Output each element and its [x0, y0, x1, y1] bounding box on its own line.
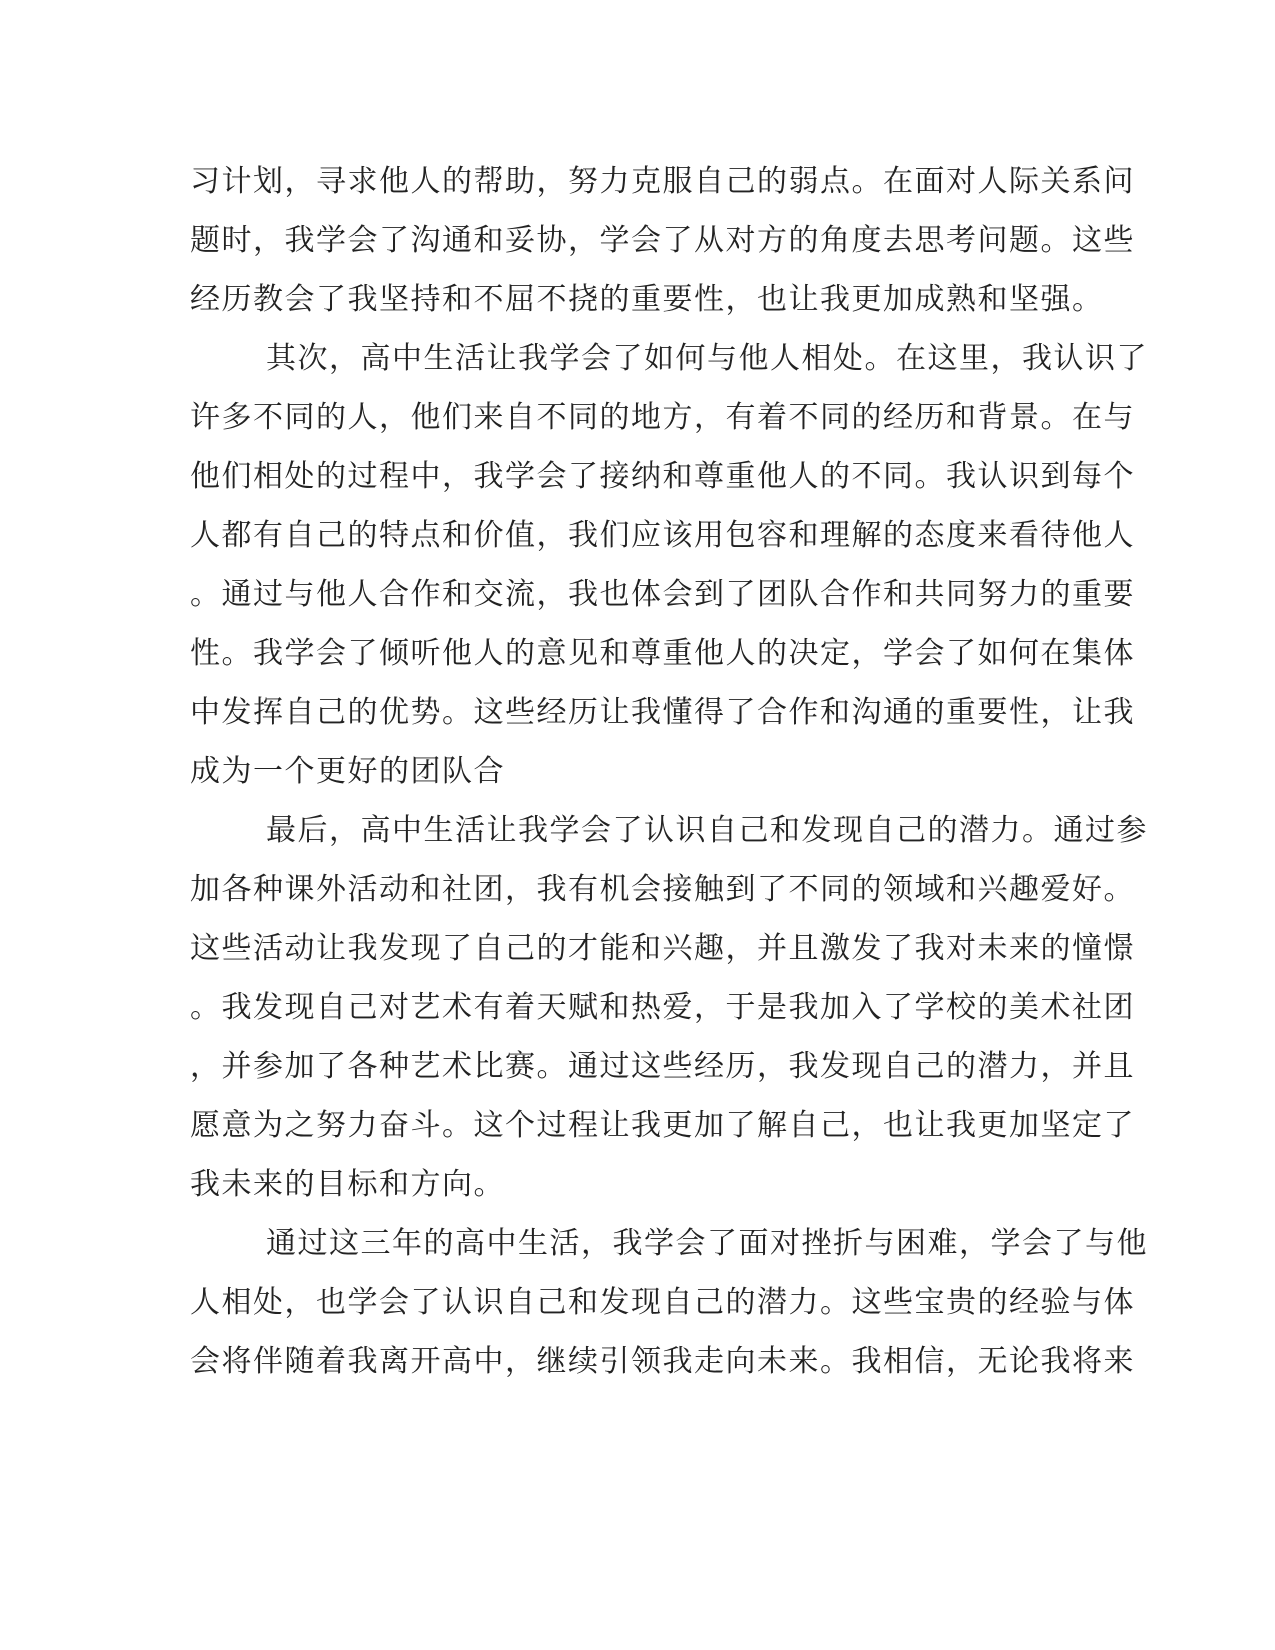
- text-line: 经历教会了我坚持和不屈不挠的重要性，也让我更加成熟和坚强。: [190, 282, 1104, 317]
- paragraph-start-line: 通过这三年的高中生活，我学会了面对挫折与困难，学会了与他: [266, 1226, 1148, 1261]
- text-line: 这些活动让我发现了自己的才能和兴趣，并且激发了我对未来的憧憬: [190, 931, 1135, 966]
- text-line: 我未来的目标和方向。: [190, 1167, 505, 1202]
- text-line: 习计划，寻求他人的帮助，努力克服自己的弱点。在面对人际关系问: [190, 164, 1135, 199]
- text-line: 中发挥自己的优势。这些经历让我懂得了合作和沟通的重要性，让我: [190, 695, 1135, 730]
- text-line: 人相处，也学会了认识自己和发现自己的潜力。这些宝贵的经验与体: [190, 1285, 1135, 1320]
- text-line: ，并参加了各种艺术比赛。通过这些经历，我发现自己的潜力，并且: [190, 1049, 1135, 1084]
- text-line: 。通过与他人合作和交流，我也体会到了团队合作和共同努力的重要: [190, 577, 1135, 612]
- text-line: 会将伴随着我离开高中，继续引领我走向未来。我相信，无论我将来: [190, 1344, 1135, 1379]
- text-line: 性。我学会了倾听他人的意见和尊重他人的决定，学会了如何在集体: [190, 636, 1135, 671]
- text-line: 题时，我学会了沟通和妥协，学会了从对方的角度去思考问题。这些: [190, 223, 1135, 258]
- paragraph-start-line: 其次，高中生活让我学会了如何与他人相处。在这里，我认识了: [266, 341, 1148, 376]
- text-line: 加各种课外活动和社团，我有机会接触到了不同的领域和兴趣爱好。: [190, 872, 1135, 907]
- text-line: 愿意为之努力奋斗。这个过程让我更加了解自己，也让我更加坚定了: [190, 1108, 1135, 1143]
- paragraph-start-line: 最后，高中生活让我学会了认识自己和发现自己的潜力。通过参: [266, 813, 1148, 848]
- text-line: 他们相处的过程中，我学会了接纳和尊重他人的不同。我认识到每个: [190, 459, 1135, 494]
- text-line: 成为一个更好的团队合: [190, 754, 505, 789]
- text-line: 人都有自己的特点和价值，我们应该用包容和理解的态度来看待他人: [190, 518, 1135, 553]
- text-line: 许多不同的人，他们来自不同的地方，有着不同的经历和背景。在与: [190, 400, 1135, 435]
- text-line: 。我发现自己对艺术有着天赋和热爱，于是我加入了学校的美术社团: [190, 990, 1135, 1025]
